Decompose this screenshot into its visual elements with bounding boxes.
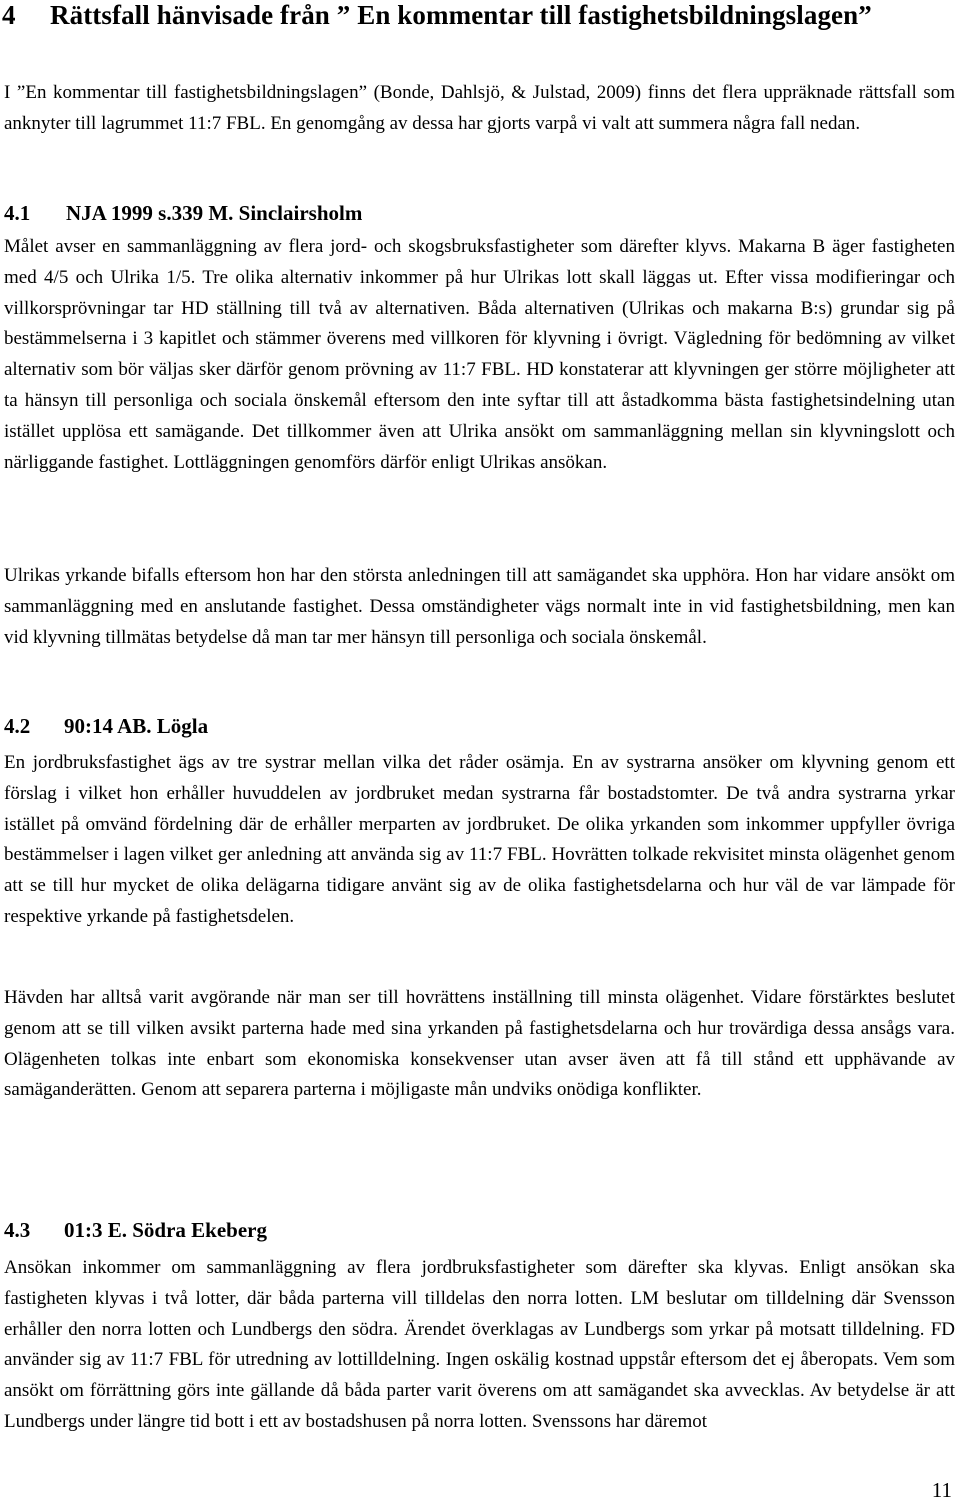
section-number: 4.2 (4, 714, 31, 738)
section-heading-4-2 (4, 713, 208, 739)
section-number: 4.3 (4, 1218, 31, 1242)
page-number: 11 (931, 1478, 952, 1502)
section-title: NJA 1999 s.339 M. Sinclairsholm (66, 201, 363, 225)
chapter-number: 4 (2, 0, 16, 30)
chapter-title: Rättsfall hänvisade från ” En kommentar till fastighetsbildningslagen” (50, 0, 872, 30)
section-title: 01:3 E. Södra Ekeberg (64, 1218, 268, 1242)
section-title: 90:14 AB. Lögla (64, 714, 209, 738)
section-4-2-paragraph-1: En jordbruksfastighet ägs av tre systrar mellan vilka det råder osämja. En av systrarna ansöker om klyvning genom ett förslag i vilket hon erhåller huvuddelen av jordbruket medan systrarna får bostadstomter. De två andra systrarna yrkar istället på omvänd fördelning där de erhåller merparten av jordbruket. De olika yrkanden som inkommer uppfyller övriga bestämmelser i lagen vilket ger anledning att använda sig av 11:7 FBL. Hovrätten tolkade rekvisitet minsta olägenhet genom att se till hur mycket de olika delägarna tidigare använt sig av de olika fastighetsdelarna och hur väl de var lämpade för respektive yrkande på fastighetsdelen. (4, 752, 955, 927)
section-heading-4-3 (4, 1217, 267, 1243)
section-heading-4-1 (4, 200, 362, 226)
intro-paragraph: I ”En kommentar till fastighetsbildningslagen” (Bonde, Dahlsjö, & Julstad, 2009) finns det flera uppräknade rättsfall som anknyter till lagrummet 11:7 FBL. En genomgång av dessa har gjorts varpå vi valt att summera några fall nedan. (4, 82, 955, 134)
section-4-1-paragraph-1: Målet avser en sammanläggning av flera jord- och skogsbruksfastigheter som därefter klyvs. Makarna B äger fastigheten med 4/5 och Ulrika 1/5. Tre olika alternativ inkommer på hur Ulrikas lott skall läggas ut. Efter vissa modifieringar och villkorsprövningar tar HD ställning till två av alternativen. Båda alternativen (Ulrikas och makarna B:s) grundar sig på bestämmelserna i 3 kapitlet och stämmer överens med villkoren för klyvning i övrigt. Vägledning för bedömning av vilket alternativ som bör väljas sker därför genom prövning av 11:7 FBL. HD konstaterar att klyvningen ger större möjligheter att ta hänsyn till personliga och sociala önskemål eftersom den inte syftar till att åstadkomma bästa fastighetsindelning utan istället upplösa ett samägande. Det tillkommer även att Ulrika ansökt om sammanläggning mellan sin klyvningslott och närliggande fastighet. Lottläggningen genomförs därför enligt Ulrikas ansökan. (4, 236, 955, 473)
section-4-1-paragraph-2: Ulrikas yrkande bifalls eftersom hon har den största anledningen till att samägandet ska upphöra. Hon har vidare ansökt om sammanläggning med en anslutande fastighet. Dessa omständigheter vägs normalt inte in vid fastighetsbildning, men kan vid klyvning tillmätas betydelse då man tar mer hänsyn till personliga och sociala önskemål. (4, 565, 955, 648)
section-number: 4.1 (4, 201, 31, 225)
section-4-3-paragraph-1: Ansökan inkommer om sammanläggning av flera jordbruksfastigheter som därefter ska klyvas. Enligt ansökan ska fastigheten klyvas i två lotter, där båda parterna vill tilldelas den norra lotten. LM beslutar om tilldelning där Svensson erhåller den norra lotten och Lundbergs den södra. Ärendet överklagas av Lundbergs som yrkar på motsatt tilldelning. FD använder sig av 11:7 FBL för utredning av lottilldelning. Ingen oskälig kostnad uppstår eftersom det ej åberopats. Vem som ansökt om förrättning görs inte gällande då båda parter varit överens om att samägandet ska avvecklas. Av betydelse är att Lundbergs under längre tid bott i ett av bostadshusen på norra lotten. Svenssons har däremot (4, 1257, 955, 1432)
section-4-2-paragraph-2: Hävden har alltså varit avgörande när man ser till hovrättens inställning till minsta olägenhet. Vidare förstärktes beslutet genom att se till vilken avsikt parterna hade med sina yrkanden på fastighetsdelarna och hur trovärdiga dessa ansågs vara. Olägenheten tolkas inte enbart som ekonomiska konsekvenser utan avser även att få till stånd ett upphävande av samäganderätten. Genom att separera parterna i möjligaste mån undviks onödiga konflikter. (4, 987, 955, 1101)
chapter-heading (2, 0, 872, 32)
